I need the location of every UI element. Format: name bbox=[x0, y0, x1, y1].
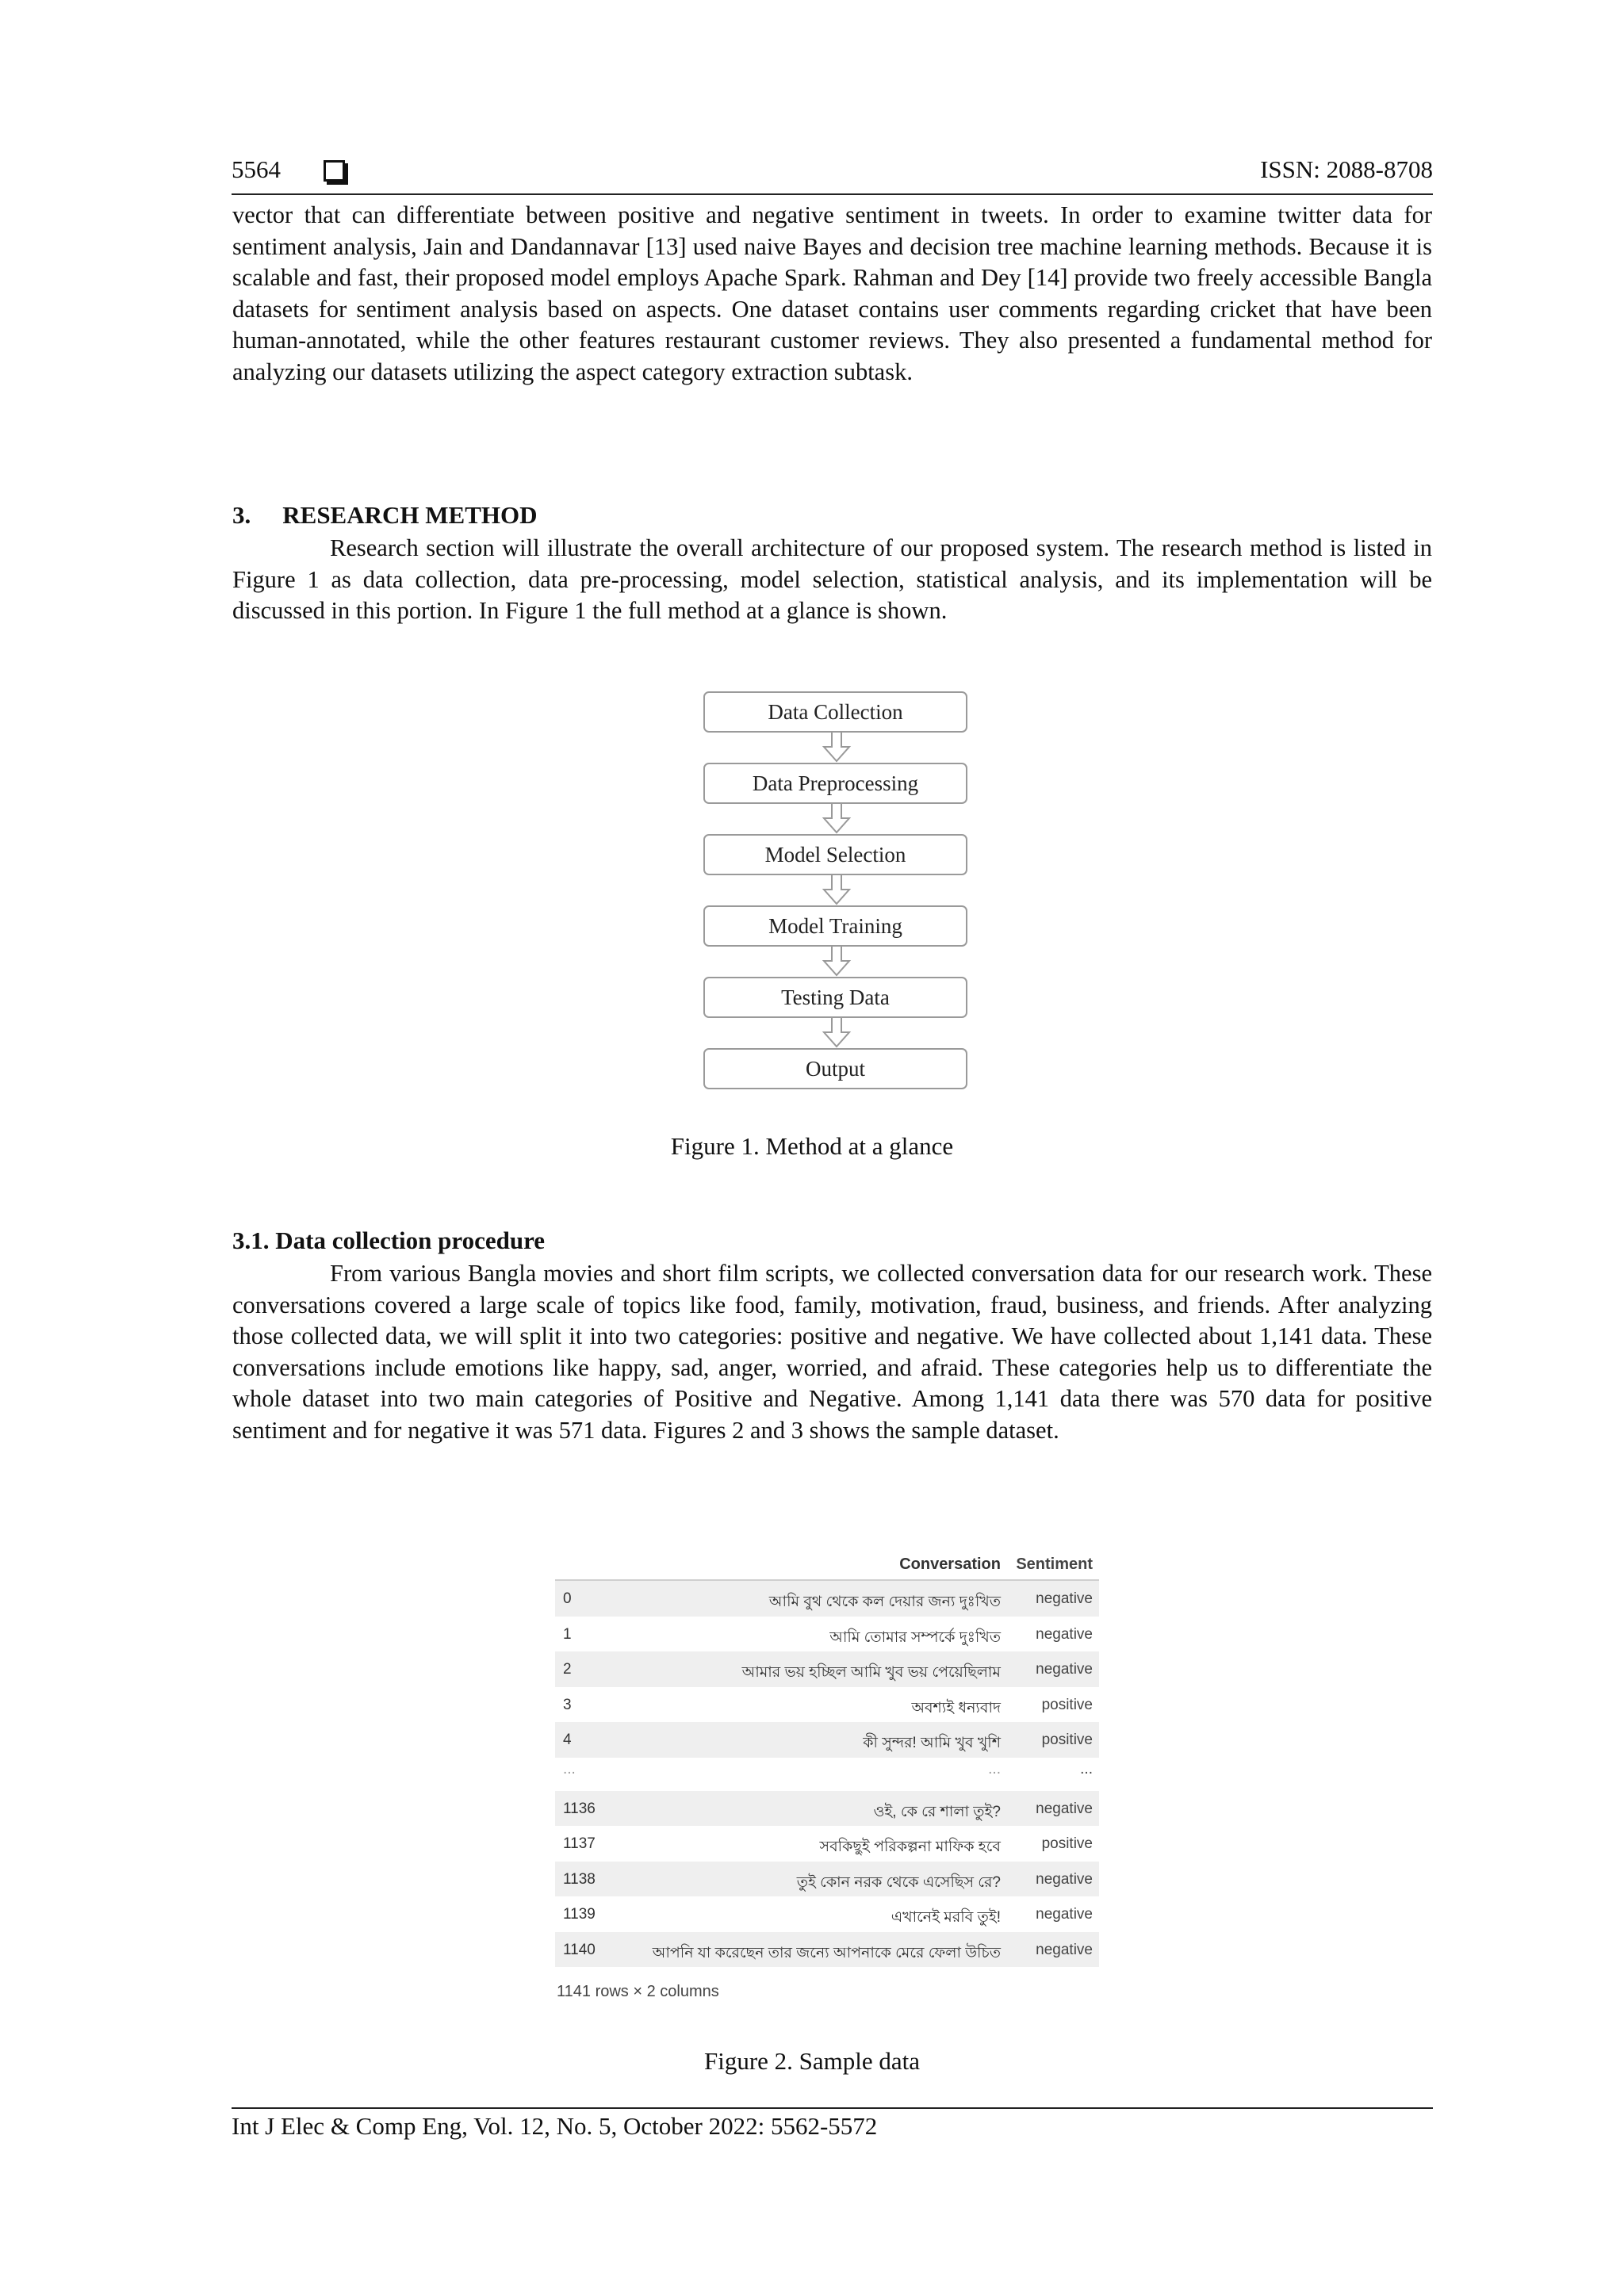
figure-2-caption: Figure 2. Sample data bbox=[703, 2047, 921, 2075]
row-index: 3 bbox=[563, 1696, 572, 1713]
down-arrow-icon bbox=[821, 947, 852, 977]
section-3-1-paragraph: From various Bangla movies and short film scripts, we collected conversation data for our research work. These conversations covered a large scale of topics like food, family, motivation, fraud, business, and friends. After analyzing those collected data, we will split it into two categories: positive and negative. We have collected about 1,141 data. These conversations include emotions like happy, sad, anger, worried, and afraid. These categories help us to differentiate the whole dataset into two main categories of Positive and Negative. Among 1,141 data there was 570 data for positive sentiment and for negative it was 571 data. Figures 2 and 3 shows the sample dataset. bbox=[232, 1260, 1432, 1444]
row-sentiment: positive bbox=[1041, 1732, 1093, 1748]
figure-1-caption: Figure 1. Method at a glance bbox=[670, 1132, 954, 1160]
table-header bbox=[555, 1544, 1099, 1579]
row-sentiment: negative bbox=[1036, 1941, 1093, 1958]
table-row bbox=[555, 1826, 1099, 1862]
intro-paragraph: vector that can differentiate between positive and negative sentiment in tweets. In order to examine twitter data for sentiment analysis, Jain and Dandannavar [13] used naive Bayes and decision tree machine learning methods. Because it is scalable and fast, their proposed model employs Apache Spark. Rahman and Dey [14] provide two freely accessible Bangla datasets for sentiment analysis based on aspects. One dataset contains user comments regarding cricket that have been human-annotated, while the other features restaurant customer reviews. They also presented a fundamental method for analyzing our datasets utilizing the aspect category extraction subtask. bbox=[232, 201, 1432, 385]
section-3-1-heading: 3.1. Data collection procedure bbox=[232, 1226, 546, 1254]
row-conversation: ওই, কে রে শালা তুই? bbox=[873, 1803, 1001, 1820]
row-conversation: সবকিছুই পরিকল্পনা মাফিক হবে bbox=[819, 1839, 1001, 1855]
row-sentiment: negative bbox=[1036, 1625, 1093, 1643]
page-number: 5564 bbox=[232, 155, 281, 183]
row-index: 2 bbox=[563, 1661, 572, 1678]
page-footer: Int J Elec & Comp Eng, Vol. 12, No. 5, October 2022: 5562-5572 bbox=[232, 2107, 1433, 2141]
row-conversation: এখানেই মরবি তুই! bbox=[891, 1909, 1001, 1926]
flow-step-data-preprocessing: Data Preprocessing bbox=[703, 763, 967, 804]
section-3-number: 3. bbox=[232, 501, 251, 529]
issn: ISSN: 2088-8708 bbox=[1260, 155, 1433, 183]
square-box-icon bbox=[324, 160, 345, 182]
table-row bbox=[555, 1862, 1099, 1897]
column-header-sentiment: Sentiment bbox=[1016, 1556, 1093, 1573]
section-3-heading bbox=[232, 501, 537, 530]
flow-step-testing-data: Testing Data bbox=[703, 977, 967, 1018]
row-index: 1139 bbox=[563, 1906, 596, 1923]
table-row-ellipsis bbox=[555, 1758, 1099, 1791]
row-index: 1140 bbox=[563, 1941, 596, 1958]
row-sentiment: positive bbox=[1041, 1835, 1093, 1852]
table-row bbox=[555, 1722, 1099, 1758]
down-arrow-icon bbox=[821, 804, 852, 834]
table-row bbox=[555, 1581, 1099, 1617]
down-arrow-icon bbox=[821, 733, 852, 763]
row-sentiment: negative bbox=[1036, 1870, 1093, 1888]
row-sentiment: negative bbox=[1036, 1906, 1093, 1923]
row-index: 1138 bbox=[563, 1870, 596, 1888]
table-row bbox=[555, 1687, 1099, 1723]
row-conversation: আপনি যা করেছেন তার জন্যে আপনাকে মেরে ফেলা উচিত bbox=[652, 1944, 1001, 1961]
row-index: 0 bbox=[563, 1590, 572, 1607]
table-row bbox=[555, 1791, 1099, 1827]
flow-step-model-selection: Model Selection bbox=[703, 834, 967, 875]
table-row bbox=[555, 1617, 1099, 1652]
row-index: 1136 bbox=[563, 1800, 596, 1817]
page-header bbox=[232, 155, 1433, 195]
section-3-paragraph: Research section will illustrate the overall architecture of our proposed system. The research method is listed in Figure 1 as data collection, data pre-processing, model selection, statistical analysis, and its implementation will be discussed in this portion. In Figure 1 the full method at a glance is shown. bbox=[232, 534, 1432, 624]
table-row bbox=[555, 1651, 1099, 1687]
flow-step-data-collection: Data Collection bbox=[703, 691, 967, 733]
row-conversation: আমি তোমার সম্পর্কে দুঃখিত bbox=[829, 1628, 1001, 1646]
down-arrow-icon bbox=[821, 875, 852, 905]
row-index: 4 bbox=[563, 1732, 572, 1748]
row-conversation: আমি বুথ থেকে কল দেয়ার জন্য দুঃখিত bbox=[768, 1594, 1001, 1610]
row-conversation: কী সুন্দর! আমি খুব খুশি bbox=[863, 1735, 1001, 1751]
flow-step-model-training: Model Training bbox=[703, 905, 967, 947]
table-row bbox=[555, 1932, 1099, 1968]
row-sentiment: positive bbox=[1041, 1696, 1093, 1713]
table-row bbox=[555, 1896, 1099, 1932]
row-sentiment: negative bbox=[1036, 1800, 1093, 1817]
row-sentiment: negative bbox=[1036, 1661, 1093, 1678]
section-3-title: RESEARCH METHOD bbox=[282, 501, 538, 529]
flow-step-output: Output bbox=[703, 1048, 967, 1089]
row-sentiment: negative bbox=[1036, 1590, 1093, 1607]
column-header-conversation: Conversation bbox=[899, 1556, 1001, 1573]
row-conversation: অবশ্যই ধন্যবাদ bbox=[911, 1699, 1001, 1716]
table-footer: 1141 rows × 2 columns bbox=[557, 1983, 719, 2000]
down-arrow-icon bbox=[821, 1018, 852, 1048]
row-conversation: ... bbox=[988, 1760, 1001, 1777]
row-conversation: আমার ভয় হচ্ছিল আমি খুব ভয় পেয়েছিলাম bbox=[741, 1664, 1001, 1681]
row-sentiment: ... bbox=[1080, 1760, 1093, 1777]
row-index: 1 bbox=[563, 1625, 572, 1643]
row-index: ... bbox=[563, 1760, 576, 1777]
row-index: 1137 bbox=[563, 1835, 596, 1852]
row-conversation: তুই কোন নরক থেকে এসেছিস রে? bbox=[796, 1873, 1001, 1891]
figure-2-table bbox=[555, 1544, 1099, 2001]
